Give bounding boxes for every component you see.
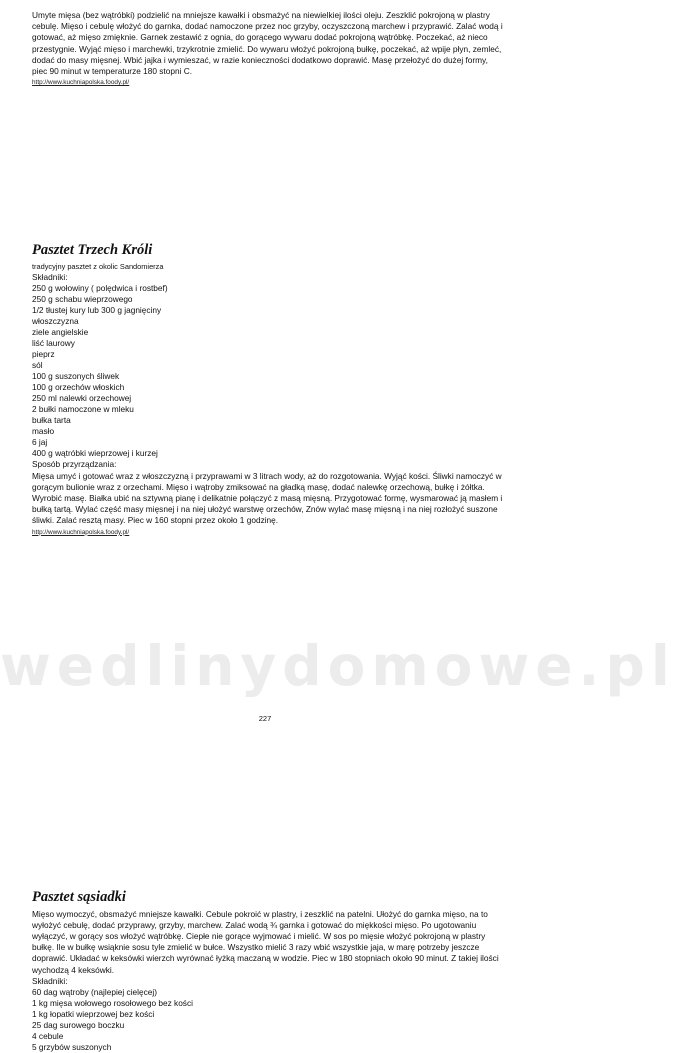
ingredient-item: sól — [32, 360, 43, 371]
ingredient-item: bułka tarta — [32, 415, 71, 426]
recipe-source-link[interactable]: http://www.kuchniapolska.foody.pl/ — [32, 528, 130, 536]
ingredient-item: 1/2 tłustej kury lub 300 g jagnięciny — [32, 305, 162, 316]
method-paragraph: Mięsa umyć i gotować wraz z włoszczyzną i przyprawami w 3 litrach wody, aż do rozgotowania. Wyjąć kości. Śliwki namoczyć w gorącym bulionie wraz z orzechami. Mięso i wątroby zmiksować na gładką masę, dodać nalewkę orzechową, bułkę i żółtka. Wyrobić masę. Białka ubić na sztywną pianę i delikatnie połączyć z masą mięsną. Przygotować formę, wysmarować ją masłem i bułką tartą. Wylać część masy mięsnej i na niej ułożyć warstwę orzechów, Znów wylać masę mięsną i na niej rozłożyć suszone śliwki. Zalać resztą masy. Piec w 160 stopni przez około 1 godzinę. — [32, 470, 503, 526]
ingredient-item: masło — [32, 426, 55, 437]
ingredient-item: 250 ml nalewki orzechowej — [32, 393, 132, 404]
page-number: 227 — [258, 714, 272, 723]
ingredient-item: liść laurowy — [32, 338, 75, 349]
ingredient-item: 5 grzybów suszonych — [32, 1042, 112, 1053]
intro-section — [32, 10, 504, 87]
watermark: wedlinydomowe.pl — [0, 634, 676, 698]
ingredient-item: 1 kg mięsa wołowego rosołowego bez kości — [32, 998, 193, 1009]
ingredient-item: 100 g suszonych śliwek — [32, 371, 120, 382]
ingredients-list — [32, 987, 504, 1053]
ingredient-item: 4 cebule — [32, 1031, 64, 1042]
ingredient-item: 2 bułki namoczone w mleku — [32, 404, 134, 415]
ingredient-item: 25 dag surowego boczku — [32, 1020, 125, 1031]
ingredient-item: pieprz — [32, 349, 55, 360]
recipe-title: Pasztet sąsiadki — [32, 888, 126, 905]
ingredient-item: 6 jaj — [32, 437, 48, 448]
ingredient-item: ziele angielskie — [32, 327, 89, 338]
intro-source-link[interactable]: http://www.kuchniapolska.foody.pl/ — [32, 79, 130, 87]
intro-paragraph: Umyte mięsa (bez wątróbki) podzielić na mniejsze kawałki i obsmażyć na niewielkiej ilości oleju. Zeszklić pokrojoną w plastry cebulę. Mięso i cebulę włożyć do garnka, dodać namoczone przez noc grzyby, oczyszczoną marchew i przyprawić. Zalać wodą i gotować, aż mięso zmięknie. Garnek zestawić z ognia, do gorącego wywaru dodać pokrojoną wątróbkę. Poczekać, aż nieco przestygnie. Wyjąć mięso i marchewki, trzykrotnie zmielić. Do wywaru włożyć pokrojoną bułkę, poczekać, aż wpije płyn, zemleć, dodać do masy mięsnej. Wbić jajka i wymieszać, w razie konieczności dodatkowo doprawić. Masę przełożyć do dużej formy, piec 90 minut w temperaturze 180 stopni C. — [32, 10, 503, 77]
ingredient-item: 1 kg łopatki wieprzowej bez kości — [32, 1009, 155, 1020]
ingredients-label: Składniki: — [32, 975, 68, 986]
method-paragraph: Mięso wymoczyć, obsmażyć mniejsze kawałki. Cebule pokroić w plastry, i zeszklić na patelni. Ułożyć do garnka mięso, na to wyłożyć cebulę, dodać przyprawy, grzyby, marchew. Zalać wodą ¾ garnka i gotować do miękkości mięso. Po ugotowaniu wyłączyć, w gorący sos włożyć wątróbkę. Ciepłe nie gorące wyjmować i mielić. W sos po mięsie włożyć pokrojoną w plastry bułkę. Ile w bułkę wsiąknie sosu tyle zmielić w bułce. Wszystko mielić 3 razy wbić wszystkie jaja, w marę potrzeby jeszcze doprawić. Układać w keksówki wierzch wyrównać łyżką maczaną w wodzie. Piec w 180 stopniach około 90 minut. Z takiej ilości wychodzą 4 keksówki. — [32, 908, 499, 975]
ingredient-item: 400 g wątróbki wieprzowej i kurzej — [32, 448, 158, 459]
ingredient-item: 100 g orzechów włoskich — [32, 382, 125, 393]
ingredient-item: 60 dag wątroby (najlepiej cielęcej) — [32, 987, 157, 998]
ingredient-item: 250 g schabu wieprzowego — [32, 294, 133, 305]
recipe-title: Pasztet Trzech Króli — [32, 242, 153, 259]
method-label: Sposób przyrządzania: — [32, 459, 117, 470]
ingredient-item: 250 g wołowiny ( polędwica i rostbef) — [32, 283, 168, 294]
ingredients-list — [32, 283, 504, 459]
ingredient-item: włoszczyzna — [32, 316, 79, 327]
recipe-subtitle: tradycyjny pasztet z okolic Sandomierza — [32, 262, 164, 272]
ingredients-label: Składniki: — [32, 272, 68, 283]
recipe-pasztet-sasiadki — [32, 888, 504, 1053]
recipe-trzech-kroli — [32, 241, 504, 536]
